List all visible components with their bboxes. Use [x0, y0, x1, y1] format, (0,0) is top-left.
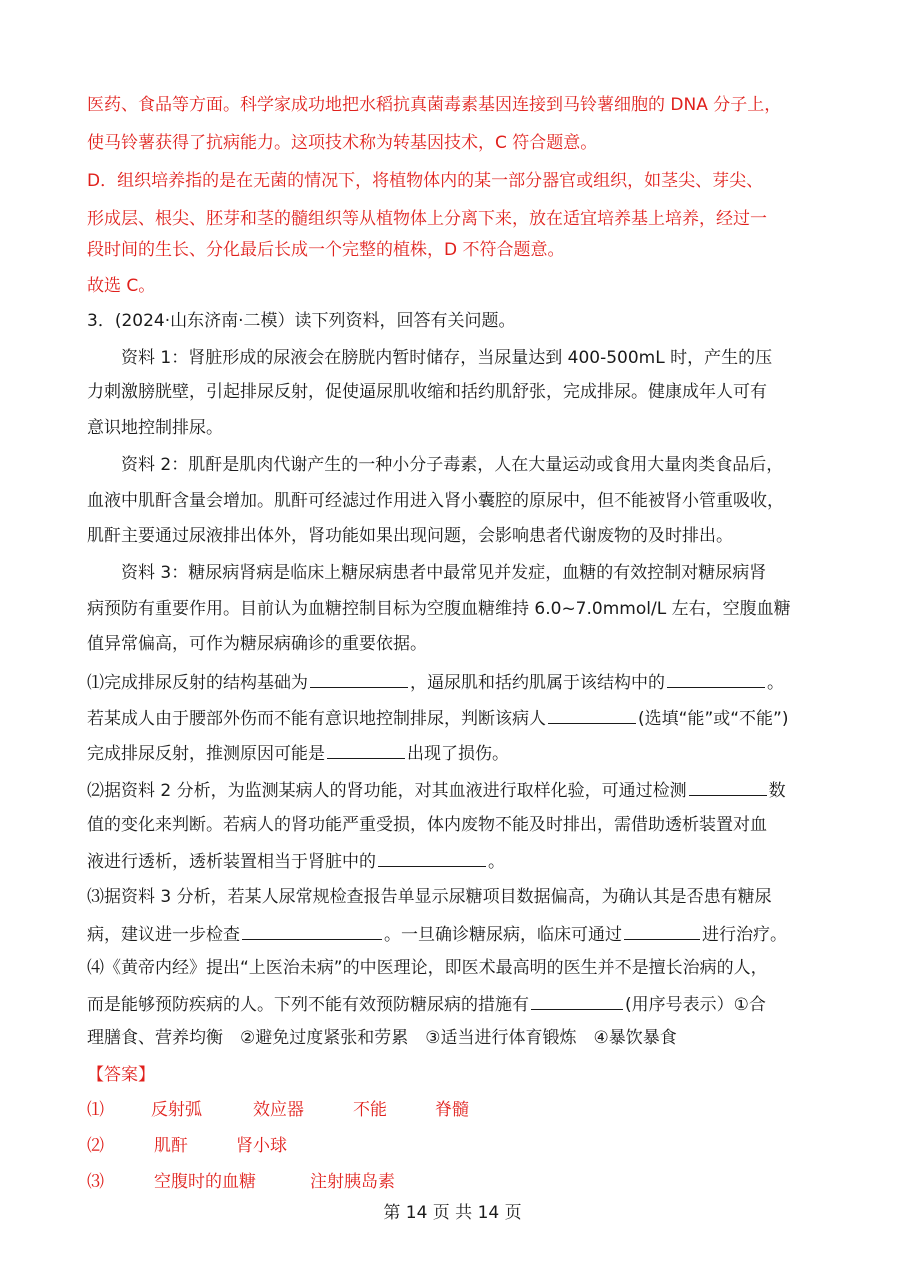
q4-text-b: 而是能够预防疾病的人。下列不能有效预防糖尿病的措施有 — [87, 995, 529, 1015]
q4-line-1: ⑷《黄帝内经》提出“上医治未病”的中医理论，即医术最高明的医生并不是擅长治病的人， — [87, 958, 768, 978]
answer-blank — [531, 991, 623, 1010]
prev-answer-line-5: 段时间的生长、分化最后长成一个完整的植株，D 不符合题意。 — [87, 240, 565, 260]
material-1-line-3: 意识地控制排尿。 — [87, 418, 223, 438]
answer-number: ⑶ — [87, 1172, 104, 1192]
q1-text-b: ，逼尿肌和括约肌属于该结构中的 — [410, 673, 665, 693]
q1-line-3 — [87, 740, 509, 766]
answer-number: ⑴ — [87, 1100, 104, 1120]
q1-text-c: 。 — [767, 673, 784, 693]
material-1-line-1: 资料 1：肾脏形成的尿液会在膀胱内暂时储存，当尿量达到 400-500mL 时，产生的压 — [121, 348, 773, 368]
q1-text-f: 完成排尿反射，推测原因可能是 — [87, 744, 325, 764]
answer-row-2 — [87, 1134, 287, 1158]
material-2-line-3: 肌酐主要通过尿液排出体外，肾功能如果出现问题，会影响患者代谢废物的及时排出。 — [87, 526, 733, 546]
material-1-line-2: 力刺激膀胱壁，引起排尿反射，促使逼尿肌收缩和括约肌舒张，完成排尿。健康成年人可有 — [87, 382, 767, 402]
q3-text-d: 进行治疗。 — [702, 925, 787, 945]
q1-text-d: 若某成人由于腰部外伤而不能有意识地控制排尿，判断该病人 — [87, 709, 546, 729]
answer-item: 空腹时的血糖 — [154, 1172, 256, 1192]
q1-line-1 — [87, 669, 784, 695]
material-2-line-1: 资料 2：肌酐是肌肉代谢产生的一种小分子毒素，人在大量运动或食用大量肉类食品后， — [121, 455, 784, 475]
q1-text-g: 出现了损伤。 — [407, 744, 509, 764]
q1-text-e: (选填“能”或“不能”) — [638, 709, 789, 729]
material-3-line-1: 资料 3：糖尿病肾病是临床上糖尿病患者中最常见并发症，血糖的有效控制对糖尿病肾 — [121, 563, 767, 583]
q4-line-2 — [87, 991, 766, 1017]
q4-line-3: 理膳食、营养均衡 ②避免过度紧张和劳累 ③适当进行体育锻炼 ④暴饮暴食 — [87, 1028, 677, 1048]
prev-answer-line-1: 医药、食品等方面。科学家成功地把水稻抗真菌毒素基因连接到马铃薯细胞的 DNA 分子上， — [87, 95, 782, 115]
q3-text-b: 病，建议进一步检查 — [87, 925, 240, 945]
prev-answer-line-2: 使马铃薯获得了抗病能力。这项技术称为转基因技术，C 符合题意。 — [87, 133, 598, 153]
question-title: 3．(2024·山东济南·二模）读下列资料，回答有关问题。 — [87, 311, 516, 331]
prev-answer-line-3: D．组织培养指的是在无菌的情况下，将植物体内的某一部分器官或组织，如茎尖、芽尖、 — [87, 171, 764, 191]
answer-number: ⑵ — [87, 1136, 104, 1156]
q2-line-3 — [87, 848, 505, 874]
answer-item: 不能 — [353, 1100, 387, 1120]
answer-blank — [378, 848, 486, 867]
material-2-line-2: 血液中肌酐含量会增加。肌酐可经滤过作用进入肾小囊腔的原尿中，但不能被肾小管重吸收， — [87, 491, 784, 511]
q2-text-e: 。 — [488, 852, 505, 872]
answer-item: 注射胰岛素 — [310, 1172, 395, 1192]
answer-row-1 — [87, 1098, 469, 1122]
answer-blank — [548, 705, 636, 724]
q3-line-1: ⑶据资料 3 分析，若某人尿常规检查报告单显示尿糖项目数据偏高，为确认其是否患有糖尿 — [87, 887, 772, 907]
answer-item: 肾小球 — [236, 1136, 287, 1156]
answer-heading: 【答案】 — [87, 1065, 155, 1085]
material-3-line-2: 病预防有重要作用。目前认为血糖控制目标为空腹血糖维持 6.0~7.0mmol/L 左右，空腹血糖 — [87, 599, 791, 619]
q1-line-2 — [87, 705, 789, 731]
q2-text-a: ⑵据资料 2 分析，为监测某病人的肾功能，对其血液进行取样化验，可通过检测 — [87, 781, 687, 801]
page-footer: 第 14 页 共 14 页 — [383, 1203, 522, 1223]
answer-blank — [242, 921, 382, 940]
q3-line-2 — [87, 921, 787, 947]
answer-item: 效应器 — [253, 1100, 304, 1120]
q2-line-2: 值的变化来判断。若病人的肾功能严重受损，体内废物不能及时排出，需借助透析装置对血 — [87, 815, 767, 835]
answer-item: 脊髓 — [435, 1100, 469, 1120]
q2-text-d: 液进行透析，透析装置相当于肾脏中的 — [87, 852, 376, 872]
answer-blank — [624, 921, 700, 940]
prev-answer-line-4: 形成层、根尖、胚芽和茎的髓组织等从植物体上分离下来，放在适宜培养基上培养，经过一 — [87, 209, 767, 229]
q4-text-c: (用序号表示）①合 — [625, 995, 766, 1015]
material-3-line-3: 值异常偏高，可作为糖尿病确诊的重要依据。 — [87, 634, 427, 654]
q3-text-c: 。一旦确诊糖尿病，临床可通过 — [384, 925, 622, 945]
answer-blank — [310, 669, 408, 688]
q1-text-a: ⑴完成排尿反射的结构基础为 — [87, 673, 308, 693]
answer-row-3 — [87, 1170, 395, 1194]
answer-item: 肌酐 — [154, 1136, 188, 1156]
prev-answer-conclusion: 故选 C。 — [87, 276, 156, 296]
answer-item: 反射弧 — [151, 1100, 202, 1120]
q2-line-1 — [87, 777, 786, 803]
answer-blank — [667, 669, 765, 688]
answer-blank — [327, 740, 405, 759]
answer-blank — [689, 777, 767, 796]
q2-text-b: 数 — [768, 781, 786, 801]
